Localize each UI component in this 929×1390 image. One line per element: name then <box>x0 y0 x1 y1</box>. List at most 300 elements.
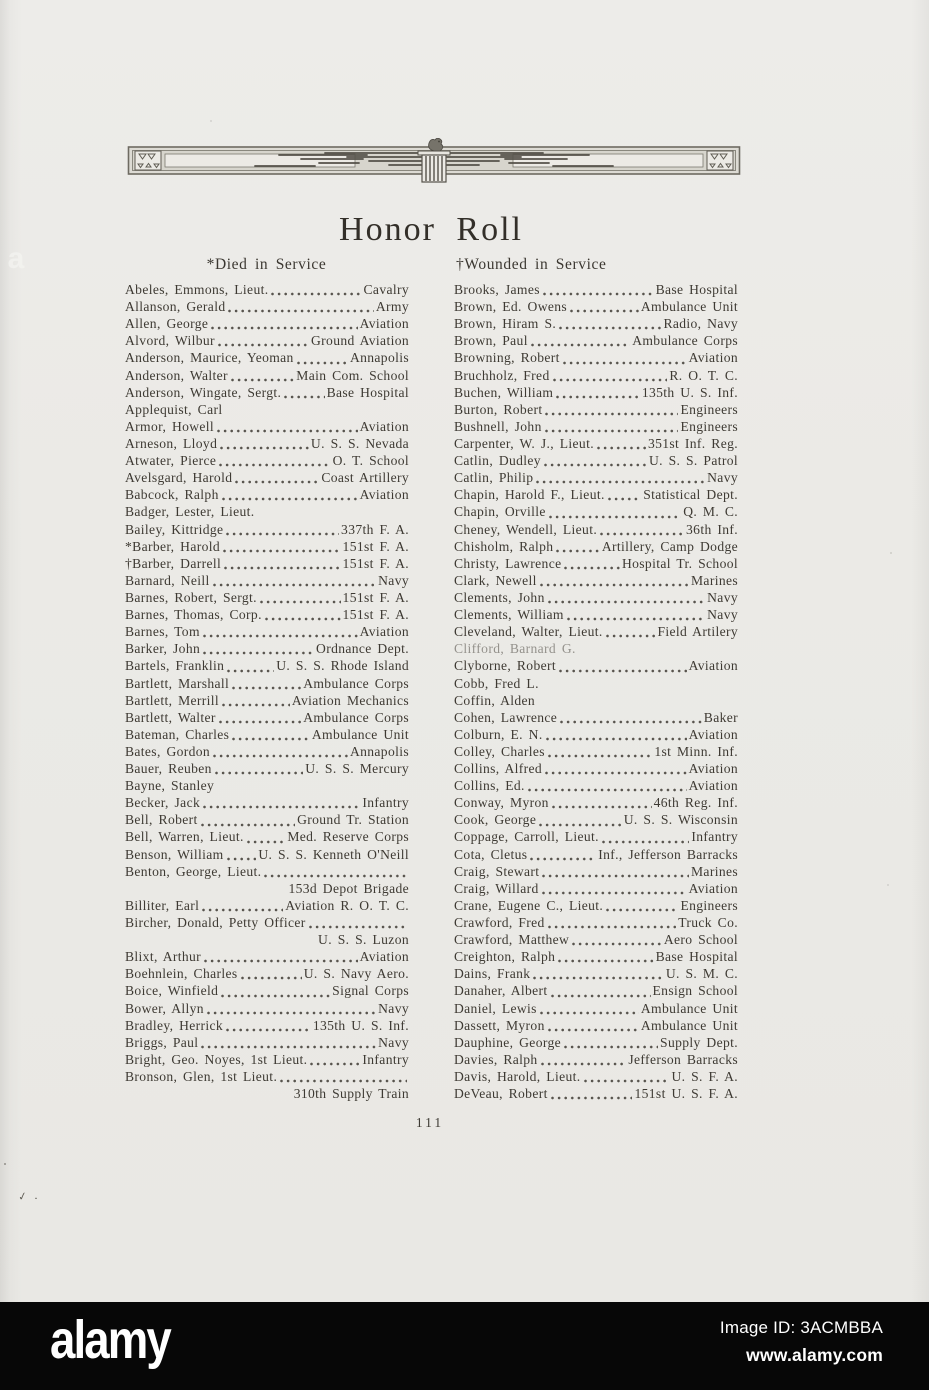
dot-leader <box>219 439 309 452</box>
alamy-logo: alamy <box>50 1311 170 1371</box>
entry-unit: 46th Reg. Inf. <box>653 795 738 811</box>
entry-unit: U. S. S. Patrol <box>648 453 738 469</box>
entry-unit: Jefferson Barracks <box>628 1051 738 1067</box>
dot-leader <box>535 473 705 486</box>
honor-roll-entry <box>125 914 409 931</box>
entry-unit: Coast Artillery <box>321 470 409 486</box>
honor-roll-entry <box>125 760 409 777</box>
dot-leader <box>544 764 687 777</box>
honor-roll-entry <box>125 846 409 863</box>
honor-roll-entry <box>125 726 409 743</box>
dot-leader <box>231 679 301 692</box>
dot-leader <box>218 713 301 726</box>
honor-roll-entry <box>454 948 738 965</box>
entry-unit: Field Artilery <box>657 624 738 640</box>
honor-roll-entry <box>125 606 409 623</box>
dot-leader <box>601 833 690 846</box>
faint-watermark-letter: a <box>7 242 25 275</box>
entry-name: Collins, Ed. <box>454 778 525 794</box>
entry-name: Bayne, Stanley <box>125 778 215 794</box>
dot-leader <box>200 816 295 829</box>
dot-leader <box>231 730 310 743</box>
honor-roll-entry <box>454 1068 738 1085</box>
entry-name: Dassett, Myron <box>454 1017 545 1033</box>
dot-leader <box>283 388 324 401</box>
entry-name: Bartlett, Walter <box>125 709 216 725</box>
dot-leader <box>201 901 283 914</box>
dot-leader <box>555 388 639 401</box>
dot-leader <box>240 969 302 982</box>
dot-leader <box>539 576 689 589</box>
entry-unit: U. S. Navy Aero. <box>303 966 409 982</box>
honor-roll-entry <box>125 452 409 469</box>
entry-name: Collins, Alfred <box>454 761 543 777</box>
entry-name: Benson, William <box>125 846 224 862</box>
dot-leader <box>263 867 407 880</box>
entry-name: Bateman, Charles <box>125 726 230 742</box>
dot-leader <box>203 952 358 965</box>
honor-roll-entry <box>125 418 409 435</box>
entry-unit: Aviation <box>688 726 738 742</box>
dot-leader <box>547 918 676 931</box>
entry-name: Carpenter, W. J., Lieut. <box>454 435 594 451</box>
dot-leader <box>217 336 309 349</box>
dot-leader <box>218 456 330 469</box>
entry-name: Chapin, Harold F., Lieut. <box>454 487 605 503</box>
entry-name: Allen, George <box>125 316 209 332</box>
entry-unit: Aviation R. O. T. C. <box>285 897 409 913</box>
entry-unit: Base Hospital <box>655 949 738 965</box>
dot-leader <box>210 319 357 332</box>
entry-unit: Aviation <box>359 949 409 965</box>
honor-roll-entry <box>125 281 409 298</box>
dot-leader <box>550 987 651 1000</box>
entry-unit: Aviation <box>688 350 738 366</box>
honor-roll-entry <box>454 503 738 520</box>
honor-roll-entry <box>125 298 409 315</box>
dot-leader <box>221 696 290 709</box>
honor-roll-entry <box>125 623 409 640</box>
page-title: Honor Roll <box>339 211 523 248</box>
dot-leader <box>547 747 652 760</box>
honor-roll-entry <box>454 538 738 555</box>
entry-name: Brown, Ed. Owens <box>454 299 568 315</box>
paper-speck <box>210 120 212 122</box>
entry-unit: Navy <box>378 1000 409 1016</box>
entry-name: Briggs, Paul <box>125 1034 199 1050</box>
entry-unit: U. S. S. Kenneth O'Neill <box>258 846 409 862</box>
dot-leader <box>532 969 663 982</box>
entry-unit: Annapolis <box>349 350 409 366</box>
entry-name: Dains, Frank <box>454 966 531 982</box>
dot-leader <box>559 713 702 726</box>
entry-name: Danaher, Albert <box>454 983 548 999</box>
entry-unit: Navy <box>707 607 738 623</box>
dot-leader <box>563 559 619 572</box>
entry-name: Avelsgard, Harold <box>125 470 233 486</box>
entry-name: Craig, Willard <box>454 880 539 896</box>
entry-name: Bircher, Donald, Petty Officer <box>125 915 306 931</box>
entry-unit: Infantry <box>691 829 738 845</box>
dot-leader <box>308 918 407 931</box>
entry-name: *Barber, Harold <box>125 538 221 554</box>
entry-name: Buchen, William <box>454 384 554 400</box>
dot-leader <box>607 490 641 503</box>
entry-name: Barnard, Neill <box>125 572 210 588</box>
honor-roll-entry <box>454 760 738 777</box>
honor-roll-entry <box>125 709 409 726</box>
honor-roll-entry <box>125 401 409 418</box>
honor-roll-entry <box>454 863 738 880</box>
entry-unit: 151st F. A. <box>342 538 409 554</box>
honor-roll-entry <box>125 538 409 555</box>
entry-name: Anderson, Wingate, Sergt. <box>125 384 282 400</box>
entry-unit: U. S. F. A. <box>671 1069 738 1085</box>
dot-leader <box>227 302 373 315</box>
honor-roll-entry <box>125 1051 409 1068</box>
honor-roll-entry <box>454 401 738 418</box>
honor-roll-entry <box>454 469 738 486</box>
entry-name: Dauphine, George <box>454 1034 562 1050</box>
dot-leader <box>226 850 257 863</box>
honor-roll-entry <box>125 1017 409 1034</box>
entry-unit: Artillery, Camp Dodge <box>601 538 738 554</box>
honor-roll-entry <box>454 384 738 401</box>
entry-name: Creighton, Ralph <box>454 949 556 965</box>
honor-roll-entry <box>125 811 409 828</box>
honor-roll-entry <box>125 743 409 760</box>
honor-roll-entry <box>454 332 738 349</box>
entry-continuation <box>125 931 409 948</box>
honor-roll-entry <box>125 367 409 384</box>
entry-name: Davies, Ralph <box>454 1051 538 1067</box>
entry-name: Conway, Myron <box>454 795 549 811</box>
honor-roll-entry <box>125 435 409 452</box>
entry-unit: Annapolis <box>349 743 409 759</box>
alamy-watermark-bar <box>0 1302 929 1390</box>
honor-roll-entry <box>454 709 738 726</box>
entry-name: Alvord, Wilbur <box>125 333 215 349</box>
dot-leader <box>230 371 294 384</box>
honor-roll-entry <box>454 965 738 982</box>
entry-unit: U. S. S. Rhode Island <box>276 658 409 674</box>
entry-unit: Statistical Dept. <box>643 487 738 503</box>
entry-unit: 310th Supply Train <box>293 1086 409 1102</box>
entry-unit: Navy <box>707 589 738 605</box>
entry-name: Bailey, Kittridge <box>125 521 224 537</box>
entry-name: Badger, Lester, Lieut. <box>125 504 255 520</box>
entry-name: Babcock, Ralph <box>125 487 219 503</box>
entry-unit: Ambulance Corps <box>632 333 738 349</box>
entry-unit: Ensign School <box>652 983 738 999</box>
dot-leader <box>555 542 599 555</box>
dot-leader <box>550 1089 633 1102</box>
entry-name: Bruchholz, Fred <box>454 367 550 383</box>
entry-name: Clements, William <box>454 607 564 623</box>
dot-leader <box>206 1004 376 1017</box>
entry-name: Clyborne, Robert <box>454 658 556 674</box>
entry-name: Christy, Lawrence <box>454 555 562 571</box>
entry-unit: Radio, Navy <box>663 316 738 332</box>
entry-unit: 36th Inf. <box>686 521 738 537</box>
honor-roll-entry <box>454 572 738 589</box>
entry-name: Bates, Gordon <box>125 743 211 759</box>
honor-roll-entry <box>125 1034 409 1051</box>
dot-leader <box>552 371 668 384</box>
honor-roll-right-column <box>454 281 738 1102</box>
honor-roll-entry <box>454 675 738 692</box>
dot-leader <box>563 1038 658 1051</box>
entry-name: Atwater, Pierce <box>125 453 217 469</box>
image-id-text: Image ID: 3ACMBBA <box>719 1318 883 1337</box>
honor-roll-entry <box>454 1017 738 1034</box>
honor-roll-entry <box>125 486 409 503</box>
dot-leader <box>545 730 687 743</box>
entry-continuation <box>125 1085 409 1102</box>
entry-name: Armor, Howell <box>125 418 215 434</box>
entry-unit: U. S. S. Luzon <box>318 932 409 948</box>
right-emblem-icon <box>707 151 733 170</box>
entry-name: Billiter, Earl <box>125 897 200 913</box>
entry-unit: Ambulance Unit <box>640 299 738 315</box>
entry-unit: Ambulance Corps <box>303 675 409 691</box>
honor-roll-entry <box>454 555 738 572</box>
dot-leader <box>200 1038 376 1051</box>
entry-name: Anderson, Walter <box>125 367 228 383</box>
entry-unit: Main Com. School <box>296 367 409 383</box>
entry-name: Abeles, Emmons, Lieut. <box>125 281 269 297</box>
entry-name: Cobb, Fred L. <box>454 675 539 691</box>
entry-name: Crawford, Matthew <box>454 932 570 948</box>
entry-name: Browning, Robert <box>454 350 560 366</box>
entry-unit: Aviation <box>359 418 409 434</box>
entry-unit: Aviation <box>688 778 738 794</box>
honor-roll-entry <box>125 589 409 606</box>
entry-name: Brown, Hiram S. <box>454 316 557 332</box>
honor-roll-entry <box>454 743 738 760</box>
honor-roll-entry <box>125 1068 409 1085</box>
entry-unit: Ordnance Dept. <box>316 641 409 657</box>
entry-name: Clements, John <box>454 589 545 605</box>
entry-name: Cheney, Wendell, Lieut. <box>454 521 598 537</box>
honor-roll-entry <box>454 640 738 657</box>
honor-roll-entry <box>454 931 738 948</box>
dot-leader <box>569 302 639 315</box>
entry-name: Bright, Geo. Noyes, 1st Lieut. <box>125 1051 308 1067</box>
honor-roll-entry <box>454 1034 738 1051</box>
honor-roll-entry <box>454 418 738 435</box>
dot-leader <box>222 542 341 555</box>
entry-name: Barnes, Robert, Sergt. <box>125 589 257 605</box>
dot-leader <box>605 627 656 640</box>
entry-unit: U. S. S. Mercury <box>305 761 409 777</box>
entry-name: Cohen, Lawrence <box>454 709 558 725</box>
dot-leader <box>202 798 360 811</box>
dot-leader <box>225 1021 311 1034</box>
honor-roll-banner-ornament <box>127 138 741 190</box>
entry-name: Clifford, Barnard G. <box>454 641 576 657</box>
entry-name: Bartels, Franklin <box>125 658 225 674</box>
entry-unit: 351st Inf. Reg. <box>647 435 738 451</box>
entry-unit: Ambulance Unit <box>311 726 409 742</box>
entry-name: †Barber, Darrell <box>125 555 222 571</box>
entry-name: Brooks, James <box>454 281 540 297</box>
entry-name: Chisholm, Ralph <box>454 538 554 554</box>
dot-leader <box>547 593 705 606</box>
dot-leader <box>539 1004 639 1017</box>
honor-roll-entry <box>125 897 409 914</box>
dot-leader <box>542 285 654 298</box>
entry-unit: O. T. School <box>332 453 409 469</box>
dot-leader <box>605 901 678 914</box>
entry-name: Coppage, Carroll, Lieut. <box>454 829 599 845</box>
paper-speck <box>4 1163 6 1165</box>
entry-unit: Baker <box>703 709 738 725</box>
entry-unit: Aviation <box>359 316 409 332</box>
honor-roll-entry <box>125 555 409 572</box>
honor-roll-entry <box>454 914 738 931</box>
entry-name: Chapin, Orville <box>454 504 546 520</box>
dot-leader <box>246 833 286 846</box>
entry-unit: Aviation <box>688 761 738 777</box>
dot-leader <box>270 285 361 298</box>
entry-unit: U. S. S. Wisconsin <box>623 812 738 828</box>
entry-name: Crawford, Fred <box>454 915 545 931</box>
entry-unit: Aviation <box>359 487 409 503</box>
entry-unit: Engineers <box>680 401 738 417</box>
dot-leader <box>583 1072 670 1085</box>
entry-unit: 135th U. S. Inf. <box>312 1017 409 1033</box>
entry-name: Boehnlein, Charles <box>125 966 238 982</box>
entry-name: Cota, Cletus <box>454 846 528 862</box>
dot-leader <box>541 867 689 880</box>
honor-roll-entry <box>125 332 409 349</box>
entry-name: Brown, Paul <box>454 333 528 349</box>
dot-leader <box>216 422 358 435</box>
honor-roll-entry <box>125 692 409 709</box>
entry-unit: Ground Aviation <box>311 333 409 349</box>
dot-leader <box>596 439 646 452</box>
honor-roll-entry <box>454 777 738 794</box>
entry-unit: Ambulance Corps <box>303 709 409 725</box>
entry-name: Daniel, Lewis <box>454 1000 537 1016</box>
entry-unit: U. S. S. Nevada <box>310 435 409 451</box>
entry-unit: Supply Dept. <box>660 1034 738 1050</box>
honor-roll-entry <box>125 863 409 880</box>
dot-leader <box>547 1021 639 1034</box>
pen-mark: · <box>34 1191 38 1205</box>
dot-leader <box>530 336 630 349</box>
dot-leader <box>226 662 274 675</box>
dot-leader <box>558 319 661 332</box>
dot-leader <box>296 354 348 367</box>
page-number: 111 <box>415 1115 445 1130</box>
dot-leader <box>562 354 687 367</box>
entry-unit: Aviation <box>688 880 738 896</box>
entry-name: Craig, Stewart <box>454 863 540 879</box>
entry-name: Boice, Winfield <box>125 983 219 999</box>
honor-roll-entry <box>454 692 738 709</box>
pen-mark: ✓ <box>16 1190 29 1204</box>
honor-roll-entry <box>125 657 409 674</box>
entry-unit: Base Hospital <box>655 281 738 297</box>
entry-unit: Signal Corps <box>332 983 409 999</box>
dot-leader <box>212 576 376 589</box>
entry-name: Colley, Charles <box>454 743 545 759</box>
dot-leader <box>214 764 303 777</box>
dot-leader <box>259 593 341 606</box>
entry-name: Barnes, Thomas, Corp. <box>125 607 262 623</box>
dot-leader <box>225 525 339 538</box>
honor-roll-entry <box>454 726 738 743</box>
honor-roll-entry <box>454 486 738 503</box>
entry-unit: 151st U. S. F. A. <box>634 1086 738 1102</box>
dot-leader <box>566 610 705 623</box>
wounded-in-service-heading: †Wounded in Service <box>456 256 607 273</box>
entry-name: Arneson, Lloyd <box>125 435 218 451</box>
dot-leader <box>544 422 679 435</box>
honor-roll-entry <box>454 452 738 469</box>
entry-name: Catlin, Philip <box>454 470 534 486</box>
entry-name: Burton, Robert <box>454 401 543 417</box>
entry-name: Crane, Eugene C., Lieut. <box>454 897 604 913</box>
honor-roll-entry <box>454 897 738 914</box>
entry-name: Bower, Allyn <box>125 1000 204 1016</box>
entry-name: Bradley, Herrick <box>125 1017 224 1033</box>
entry-name: Anderson, Maurice, Yeoman <box>125 350 294 366</box>
entry-unit: 151st F. A. <box>342 555 409 571</box>
dot-leader <box>212 747 348 760</box>
entry-unit: Army <box>375 299 409 315</box>
honor-roll-entry <box>125 315 409 332</box>
paper-speck <box>887 884 889 886</box>
honor-roll-entry <box>125 794 409 811</box>
entry-unit: Ambulance Unit <box>640 1000 738 1016</box>
died-in-service-heading: *Died in Service <box>206 256 327 273</box>
honor-roll-entry <box>454 281 738 298</box>
honor-roll-entry <box>454 1051 738 1068</box>
dot-leader <box>538 816 622 829</box>
dot-leader <box>202 644 314 657</box>
honor-roll-entry <box>125 829 409 846</box>
entry-name: Catlin, Dudley <box>454 453 541 469</box>
entry-unit: Engineers <box>680 897 738 913</box>
entry-unit: Infantry <box>362 795 409 811</box>
honor-roll-entry <box>125 572 409 589</box>
entry-name: Cook, George <box>454 812 537 828</box>
entry-unit: 135th U. S. Inf. <box>641 384 738 400</box>
entry-unit: Aviation <box>688 658 738 674</box>
honor-roll-entry <box>454 435 738 452</box>
honor-roll-entry <box>125 503 409 520</box>
honor-roll-entry <box>125 675 409 692</box>
dot-leader <box>220 987 330 1000</box>
dot-leader <box>264 610 341 623</box>
entry-unit: Marines <box>691 863 738 879</box>
dot-leader <box>548 508 681 521</box>
honor-roll-entry <box>454 982 738 999</box>
honor-roll-entry <box>125 982 409 999</box>
entry-name: Bronson, Glen, 1st Lieut. <box>125 1069 278 1085</box>
entry-name: Clark, Newell <box>454 572 537 588</box>
honor-roll-entry <box>125 777 409 794</box>
entry-name: Bushnell, John <box>454 418 542 434</box>
entry-unit: 151st F. A. <box>342 607 409 623</box>
honor-roll-entry <box>454 811 738 828</box>
entry-unit: Aviation <box>359 624 409 640</box>
dot-leader <box>544 405 678 418</box>
entry-name: Allanson, Gerald <box>125 299 226 315</box>
